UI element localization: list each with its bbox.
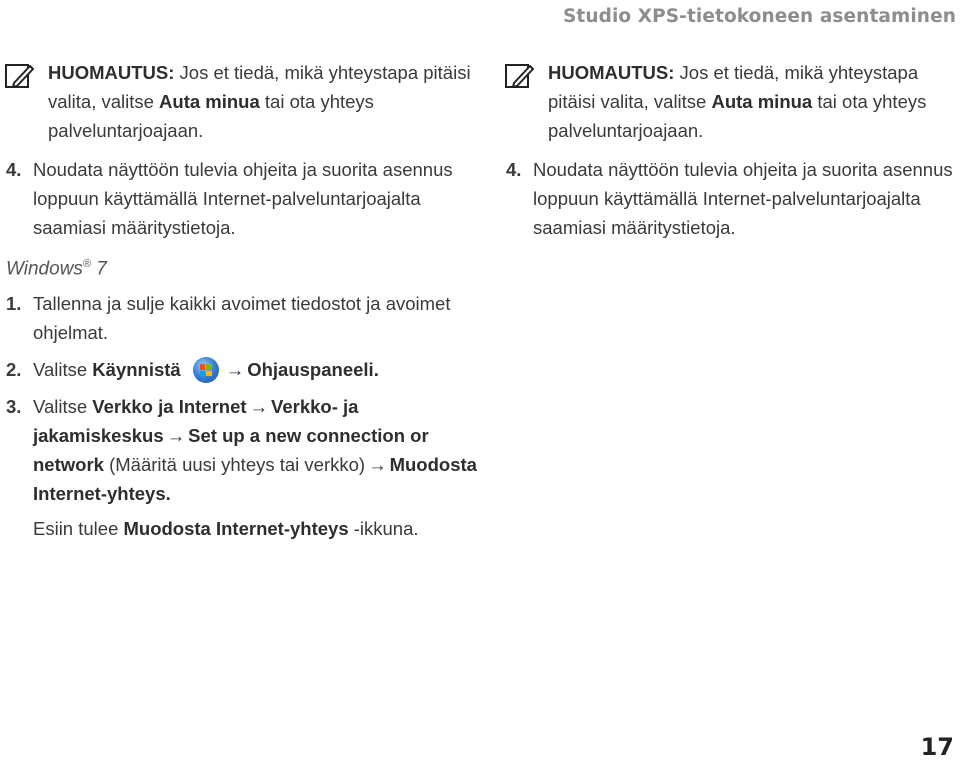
step-4 [0,155,478,242]
step-number: 2. [6,359,22,381]
step-number: 3. [6,396,22,418]
page-number: 17 [920,733,954,761]
windows-7-heading: Windows® 7 [6,258,107,280]
note-label: HUOMAUTUS: [48,62,175,83]
note-text-end: tai ota yhteys palveluntarjoajaan. [548,91,927,141]
pencil-note-icon [5,62,35,90]
note-bold: Auta minua [711,91,813,112]
step-2: 2. Valitse Käynnistä → Ohjauspaneeli. [0,355,478,384]
pencil-note-icon [505,62,535,90]
windows-start-orb-icon [193,357,219,383]
note-text: Jos et tiedä, mikä yhteystapa pitäisi valita, valitse [48,62,471,112]
note-bold: Auta minua [159,91,260,112]
result-paragraph: Esiin tulee Muodosta Internet-yhteys -ikkuna. [33,518,419,540]
running-header: Studio XPS-tietokoneen asentaminen [562,6,956,27]
start-menu-label: Käynnistä [92,359,181,381]
step-text: Tallenna ja sulje kaikki avoimet tiedostot ja avoimet ohjelmat. [33,293,451,344]
step-3: 3. Valitse Verkko ja Internet → Verkko- ja jakamiskeskus → Set up a new connection or network (Määritä uusi yhteys tai verkko) → Muodosta Internet-yhteys. Esiin tulee Muodosta Internet-yhteys -ikkuna. [0,392,478,543]
control-panel-label: Ohjauspaneeli [247,359,374,381]
note-block [0,58,478,145]
note-text: Jos et tiedä, mikä yhteystapa pitäisi valita, valitse [548,62,919,112]
left-column [0,58,478,551]
step-text: Noudata näyttöön tulevia ohjeita ja suorita asennus loppuun käyttämällä Internet-palveluntarjoajalta saamiasi määritystietoja. [33,159,453,238]
note-label: HUOMAUTUS: [548,62,675,83]
step-text: Noudata näyttöön tulevia ohjeita ja suorita asennus loppuun käyttämällä Internet-palveluntarjoajalta saamiasi määritystietoja. [533,159,953,238]
step-number: 4. [506,159,522,180]
step-4 [500,155,960,242]
step-1 [0,289,478,347]
step-number: 1. [6,293,22,315]
step-number: 4. [6,159,22,180]
right-column [500,58,960,250]
note-block [500,58,960,145]
note-text-end: tai ota yhteys palveluntarjoajaan. [48,91,374,141]
